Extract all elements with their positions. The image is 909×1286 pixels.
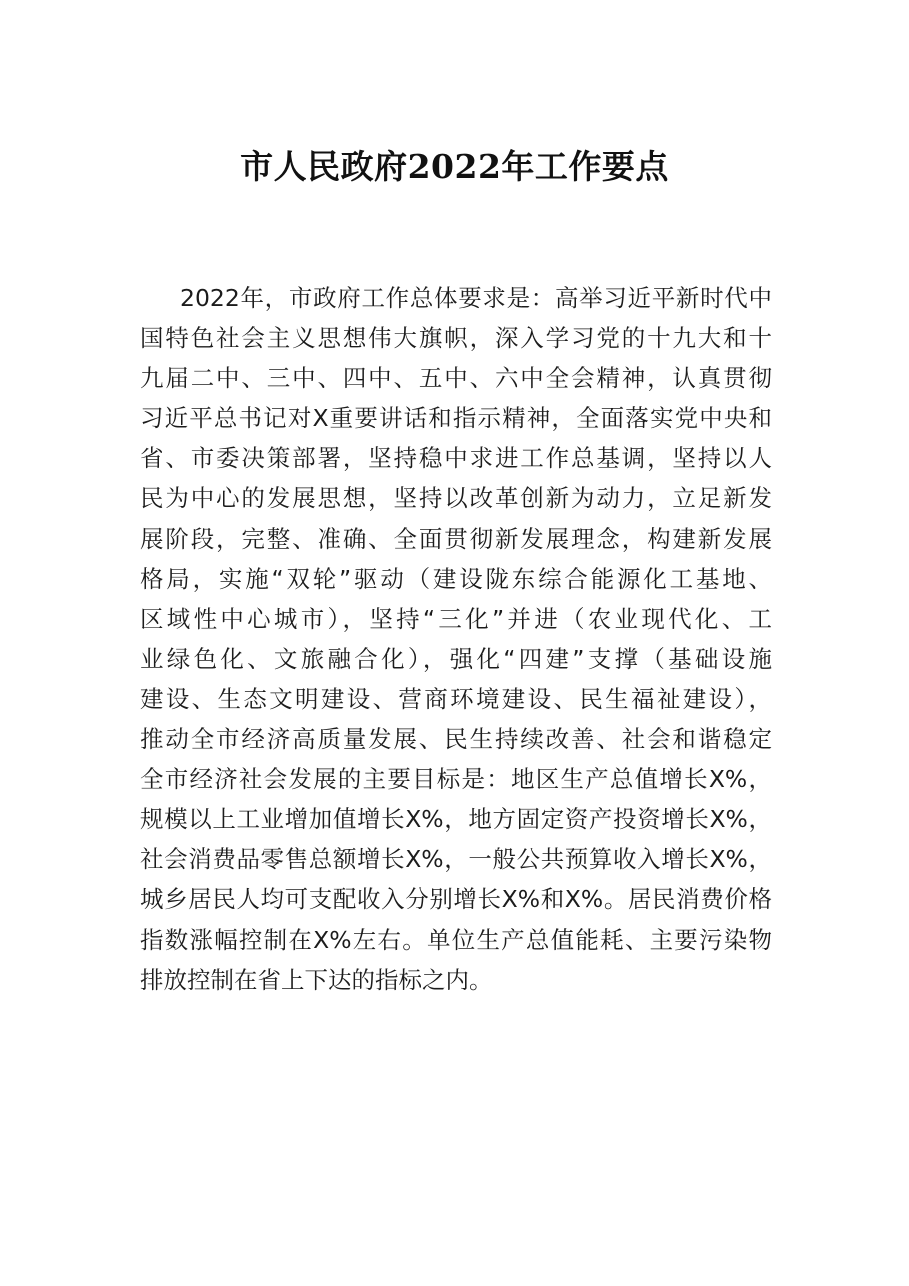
paragraph-line: 社会消费品零售总额增长X%，一般公共预算收入增长X%， [140, 845, 772, 874]
paragraph-line: 格局，实施“双轮”驱动（建设陇东综合能源化工基地、 [140, 564, 772, 593]
paragraph-line: 区域性中心城市），坚持“三化”并进（农业现代化、工 [140, 604, 772, 633]
paragraph-line: 规模以上工业增加值增长X%，地方固定资产投资增长X%， [140, 805, 772, 834]
paragraph-line: 业绿色化、文旅融合化），强化“四建”支撑（基础设施 [140, 644, 772, 673]
paragraph-line: 排放控制在省上下达的指标之内。 [140, 965, 493, 994]
paragraph-line: 民为中心的发展思想，坚持以改革创新为动力，立足新发 [140, 484, 772, 513]
paragraph-line: 习近平总书记对X重要讲话和指示精神，全面落实党中央和 [140, 404, 772, 433]
paragraph-line: 建设、生态文明建设、营商环境建设、民生福祉建设）， [140, 684, 772, 713]
paragraph-line: 2022年，市政府工作总体要求是：高举习近平新时代中 [180, 284, 772, 312]
paragraph-line: 全市经济社会发展的主要目标是：地区生产总值增长X%， [140, 765, 772, 794]
paragraph-line: 展阶段，完整、准确、全面贯彻新发展理念，构建新发展 [140, 524, 772, 553]
paragraph-line: 国特色社会主义思想伟大旗帜，深入学习党的十九大和十 [140, 324, 772, 353]
body-paragraph [140, 278, 772, 1000]
paragraph-line: 指数涨幅控制在X%左右。单位生产总值能耗、主要污染物 [140, 925, 772, 954]
paragraph-line: 推动全市经济高质量发展、民生持续改善、社会和谐稳定 [140, 725, 772, 754]
document-title: 市人民政府2022年工作要点 [240, 147, 669, 186]
paragraph-line: 九届二中、三中、四中、五中、六中全会精神，认真贯彻 [140, 364, 772, 393]
paragraph-line: 省、市委决策部署，坚持稳中求进工作总基调，坚持以人 [140, 444, 772, 473]
paragraph-line: 城乡居民人均可支配收入分别增长X%和X%。居民消费价格 [140, 885, 772, 914]
